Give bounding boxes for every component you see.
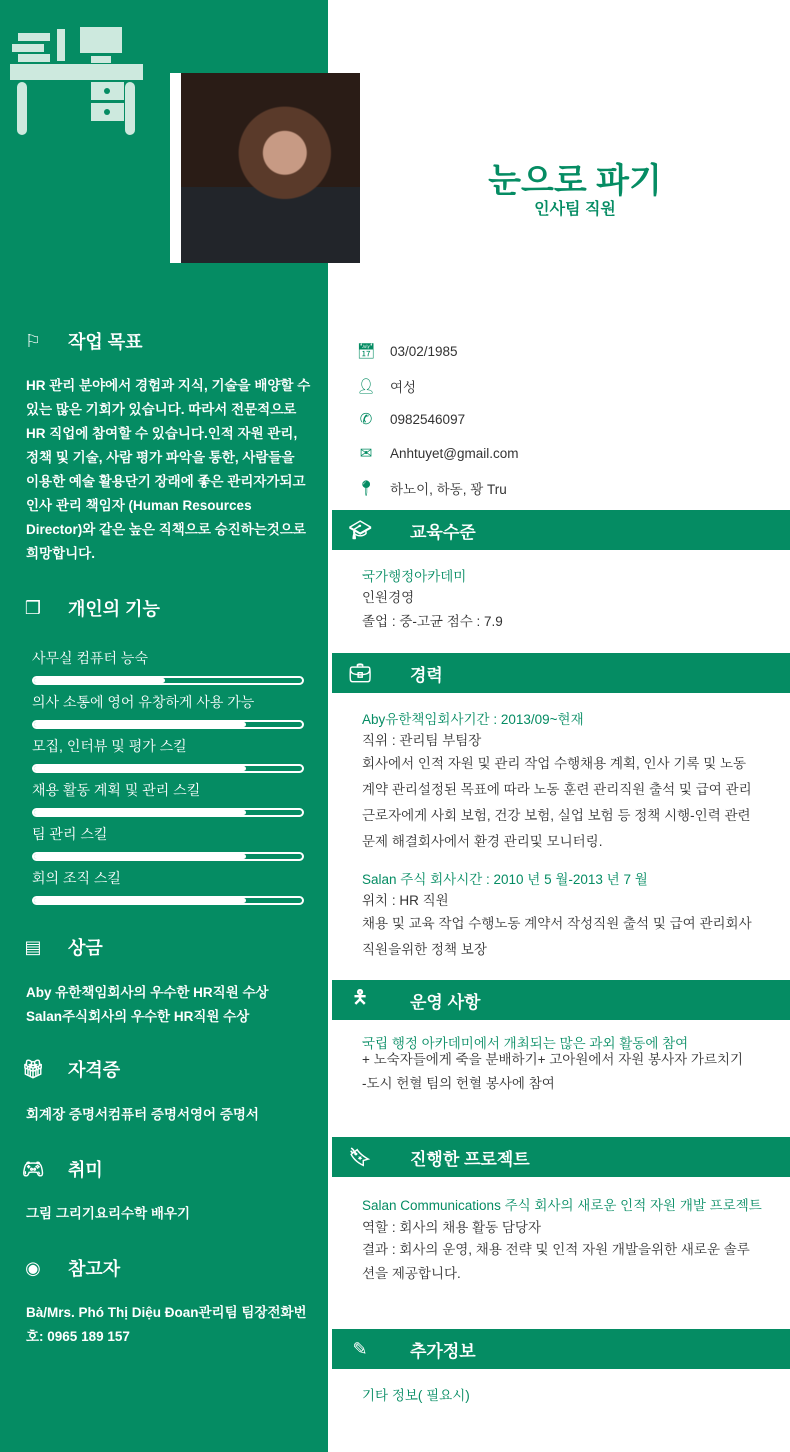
skill-bar <box>32 764 304 773</box>
contact-item <box>356 444 519 462</box>
skill-bar <box>32 720 304 729</box>
objective-text: HR 관리 분야에서 경험과 지식, 기술을 배양할 수있는 많은 기회가 있습니다. 따라서 전문적으로 HR 직업에 참여할 수 있습니다.인적 자원 관리, 정책 및 기술, 사람 평가 파악을 통한, 사람들을 이용한 예술 활용단기 장래에 좋은 관리자가되고 인사 관리 책임자 (Human Resources Director)와 같은 높은 직책으로 승진하는것으로 희망합니다. <box>26 378 311 561</box>
calendar-icon: 📅︎ <box>356 343 376 360</box>
skill-label: 사무실 컴퓨터 능숙 <box>32 650 148 666</box>
skill-label: 모집, 인터뷰 및 평가 스킬 <box>32 738 187 754</box>
hobbies-heading: 🎮︎ 취미 <box>21 1158 103 1180</box>
user-circle-icon: ◉ <box>25 1257 41 1278</box>
extra-heading: ✎ 추가정보 <box>332 1329 790 1369</box>
references-text: Bà/Mrs. Phó Thị Diệu Đoan관리팀 팀장전화번호: 0965 189 157 <box>26 1305 307 1344</box>
graduation-cap-icon: 🎓︎ <box>348 519 372 540</box>
education-heading: 🎓︎ 교육수준 <box>332 510 790 550</box>
activities-section: 국립 행정 아카데미에서 개최되는 많은 과외 활동에 참여 + 노숙자들에게 죽을 분배하기+ 고아원에서 자원 봉사자 가르치기 -도시 헌혈 팀의 헌혈 봉사에 참여 <box>362 1036 744 1091</box>
id-card-icon: ▤ <box>24 936 42 957</box>
profile-photo <box>170 73 360 263</box>
experience-job-1: Aby유한책임회사기간 : 2013/09~현재 직위 : 관리팀 부팀장 회사에서 인적 자원 및 관리 작업 수행채용 계획, 인사 기록 및 노동 계약 관리설정된 목표에 따라 노동 훈련 관리직원 출석 및 급여 관리근로자에게 사회 보험, 건강 보험, 실업 보험 등 정책 시행-인력 관련 문제 해결회사에서 환경 관리및 모니터링. <box>362 712 752 849</box>
gift-icon: 🎁︎ <box>21 1058 45 1079</box>
contact-text: 0982546097 <box>390 411 466 427</box>
job-title: 인사팀 직원 <box>534 201 616 218</box>
contact-text: 여성 <box>390 380 417 395</box>
skill-item <box>32 868 304 905</box>
person-icon: 👤︎ <box>356 378 376 395</box>
awards-text: Aby 유한책임회사의 우수한 HR직원 수상 Salan주식회사의 우수한 HR직원 수상 <box>26 985 269 1024</box>
skill-bar-fill <box>34 766 246 771</box>
contact-text: Anhtuyet@gmail.com <box>390 445 519 461</box>
skill-bar <box>32 852 304 861</box>
skill-bar-fill <box>34 722 246 727</box>
skill-bar-fill <box>34 678 165 683</box>
email-icon: ✉ <box>359 445 373 462</box>
skill-item <box>32 824 304 861</box>
skill-bar-fill <box>34 810 246 815</box>
bookmark-icon: 🔖︎ <box>348 1146 372 1167</box>
contact-text: 하노이, 하동, 꽝 Tru <box>390 482 507 497</box>
contact-item <box>356 342 458 360</box>
skill-label: 회의 조직 스킬 <box>32 870 121 886</box>
gamepad-icon: 🎮︎ <box>21 1158 45 1179</box>
projects-heading: 🔖︎ 진행한 프로젝트 <box>332 1137 790 1177</box>
education-section: 국가행정아카데미 인원경영 졸업 : 중-고균 점수 : 7.9 <box>362 569 503 629</box>
flag-icon: ⚐ <box>24 330 42 351</box>
briefcase-icon: 💼︎ <box>348 662 372 683</box>
phone-icon: ✆ <box>359 411 373 428</box>
location-icon: 📍︎ <box>356 480 376 497</box>
contact-text: 03/02/1985 <box>390 343 458 359</box>
skill-label: 팀 관리 스킬 <box>32 826 108 842</box>
skill-label: 채용 활동 계획 및 관리 스킬 <box>32 782 201 798</box>
skill-item <box>32 648 304 685</box>
pencil-square-icon: ✎ <box>352 1338 368 1359</box>
person-arms-up-icon: 🯅 <box>352 987 368 1007</box>
skill-item <box>32 780 304 817</box>
experience-heading: 💼︎ 경력 <box>332 653 790 693</box>
skill-bar <box>32 808 304 817</box>
certificates-heading: 🎁︎ 자격증 <box>21 1058 121 1080</box>
desk-logo-icon <box>10 27 144 137</box>
certificates-text: 회계장 증명서컴퓨터 증명서영어 증명서 <box>26 1107 259 1122</box>
objective-heading: ⚐ 작업 목표 <box>20 328 143 354</box>
cubes-icon: ❒ <box>24 597 42 618</box>
contact-item <box>356 410 465 428</box>
extra-text: 기타 정보( 필요시) <box>362 1388 470 1403</box>
contact-item <box>356 376 416 396</box>
skill-item <box>32 692 304 729</box>
skill-bar <box>32 896 304 905</box>
contact-item <box>356 478 507 498</box>
skills-heading: ❒ 개인의 기능 <box>20 595 160 621</box>
skill-item <box>32 736 304 773</box>
projects-section: Salan Communications 주식 회사의 새로운 인적 자원 개발 프로젝트 역할 : 회사의 채용 활동 담당자 결과 : 회사의 운영, 채용 전략 및 인적 자원 개발을위한 새로운 솔루션을 제공합니다. <box>362 1198 762 1281</box>
skill-bar <box>32 676 304 685</box>
hobbies-text: 그림 그리기요리수학 배우기 <box>26 1206 190 1221</box>
skill-bar-fill <box>34 898 246 903</box>
skill-bar-fill <box>34 854 246 859</box>
activities-heading: 🯅 운영 사항 <box>332 980 790 1020</box>
experience-job-2: Salan 주식 회사시간 : 2010 년 5 월-2013 년 7 월 위치 : HR 직원 채용 및 교육 작업 수행노동 계약서 작성직원 출석 및 급여 관리회사 직원을위한 정책 보장 <box>362 872 752 957</box>
awards-heading: ▤ 상금 <box>20 934 103 960</box>
references-heading: ◉ 참고자 <box>20 1255 120 1281</box>
skill-label: 의사 소통에 영어 유창하게 사용 가능 <box>32 694 255 710</box>
candidate-name: 눈으로 파기 <box>488 162 662 200</box>
